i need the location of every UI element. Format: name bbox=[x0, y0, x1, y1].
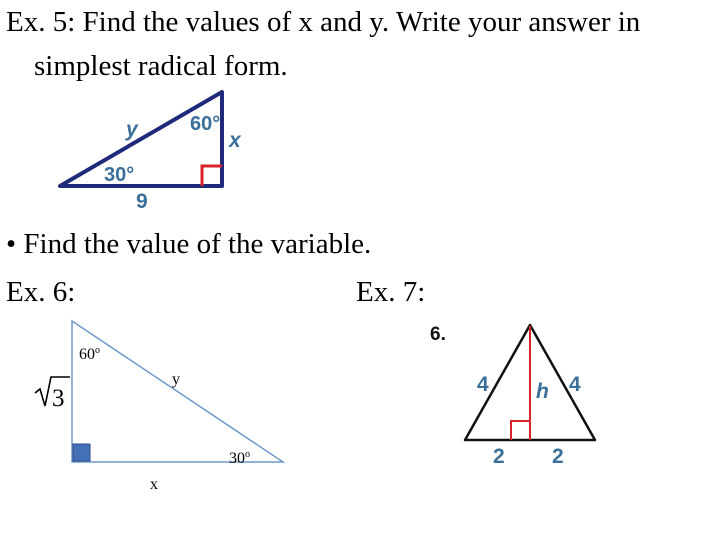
ex6-label-x: x bbox=[150, 476, 158, 493]
ex7-label-height: h bbox=[536, 380, 549, 403]
ex7-label-base-right: 2 bbox=[552, 445, 564, 468]
ex5-right-angle-mark bbox=[202, 166, 222, 186]
ex7-label-right-side: 4 bbox=[569, 373, 581, 396]
ex6-triangle-figure bbox=[35, 321, 283, 493]
ex5-label-x: x bbox=[229, 129, 241, 152]
ex7-label: Ex. 7: bbox=[356, 276, 426, 308]
ex7-triangle-figure bbox=[430, 324, 595, 468]
ex6-label-y: y bbox=[172, 371, 180, 388]
ex6-radicand: 3 bbox=[52, 385, 65, 412]
ex7-label-base-left: 2 bbox=[493, 445, 505, 468]
instruction-bullet: • Find the value of the variable. bbox=[6, 228, 372, 260]
ex7-problem-number: 6. bbox=[430, 324, 446, 345]
ex6-right-angle-square bbox=[73, 444, 90, 461]
ex6-angle-30: 30$^o$ bbox=[229, 449, 250, 467]
ex5-triangle bbox=[60, 92, 222, 186]
ex6-angle-60: 60$^o$ bbox=[79, 345, 100, 363]
ex5-label-base: 9 bbox=[136, 190, 148, 213]
ex7-label-left-side: 4 bbox=[477, 373, 489, 396]
ex7-right-angle-mark bbox=[511, 421, 530, 440]
ex5-label-angle-60: 60° bbox=[190, 113, 221, 135]
ex6-label: Ex. 6: bbox=[6, 276, 76, 308]
ex5-label-y: y bbox=[126, 118, 138, 141]
ex6-sqrt-label bbox=[35, 377, 70, 412]
ex5-prompt-line1: Ex. 5: Find the values of x and y. Write your answer in bbox=[6, 6, 641, 38]
ex5-triangle-figure bbox=[60, 92, 242, 213]
ex5-label-angle-30: 30° bbox=[104, 164, 135, 186]
ex5-prompt-line2: simplest radical form. bbox=[34, 50, 288, 82]
ex6-triangle bbox=[72, 321, 283, 462]
